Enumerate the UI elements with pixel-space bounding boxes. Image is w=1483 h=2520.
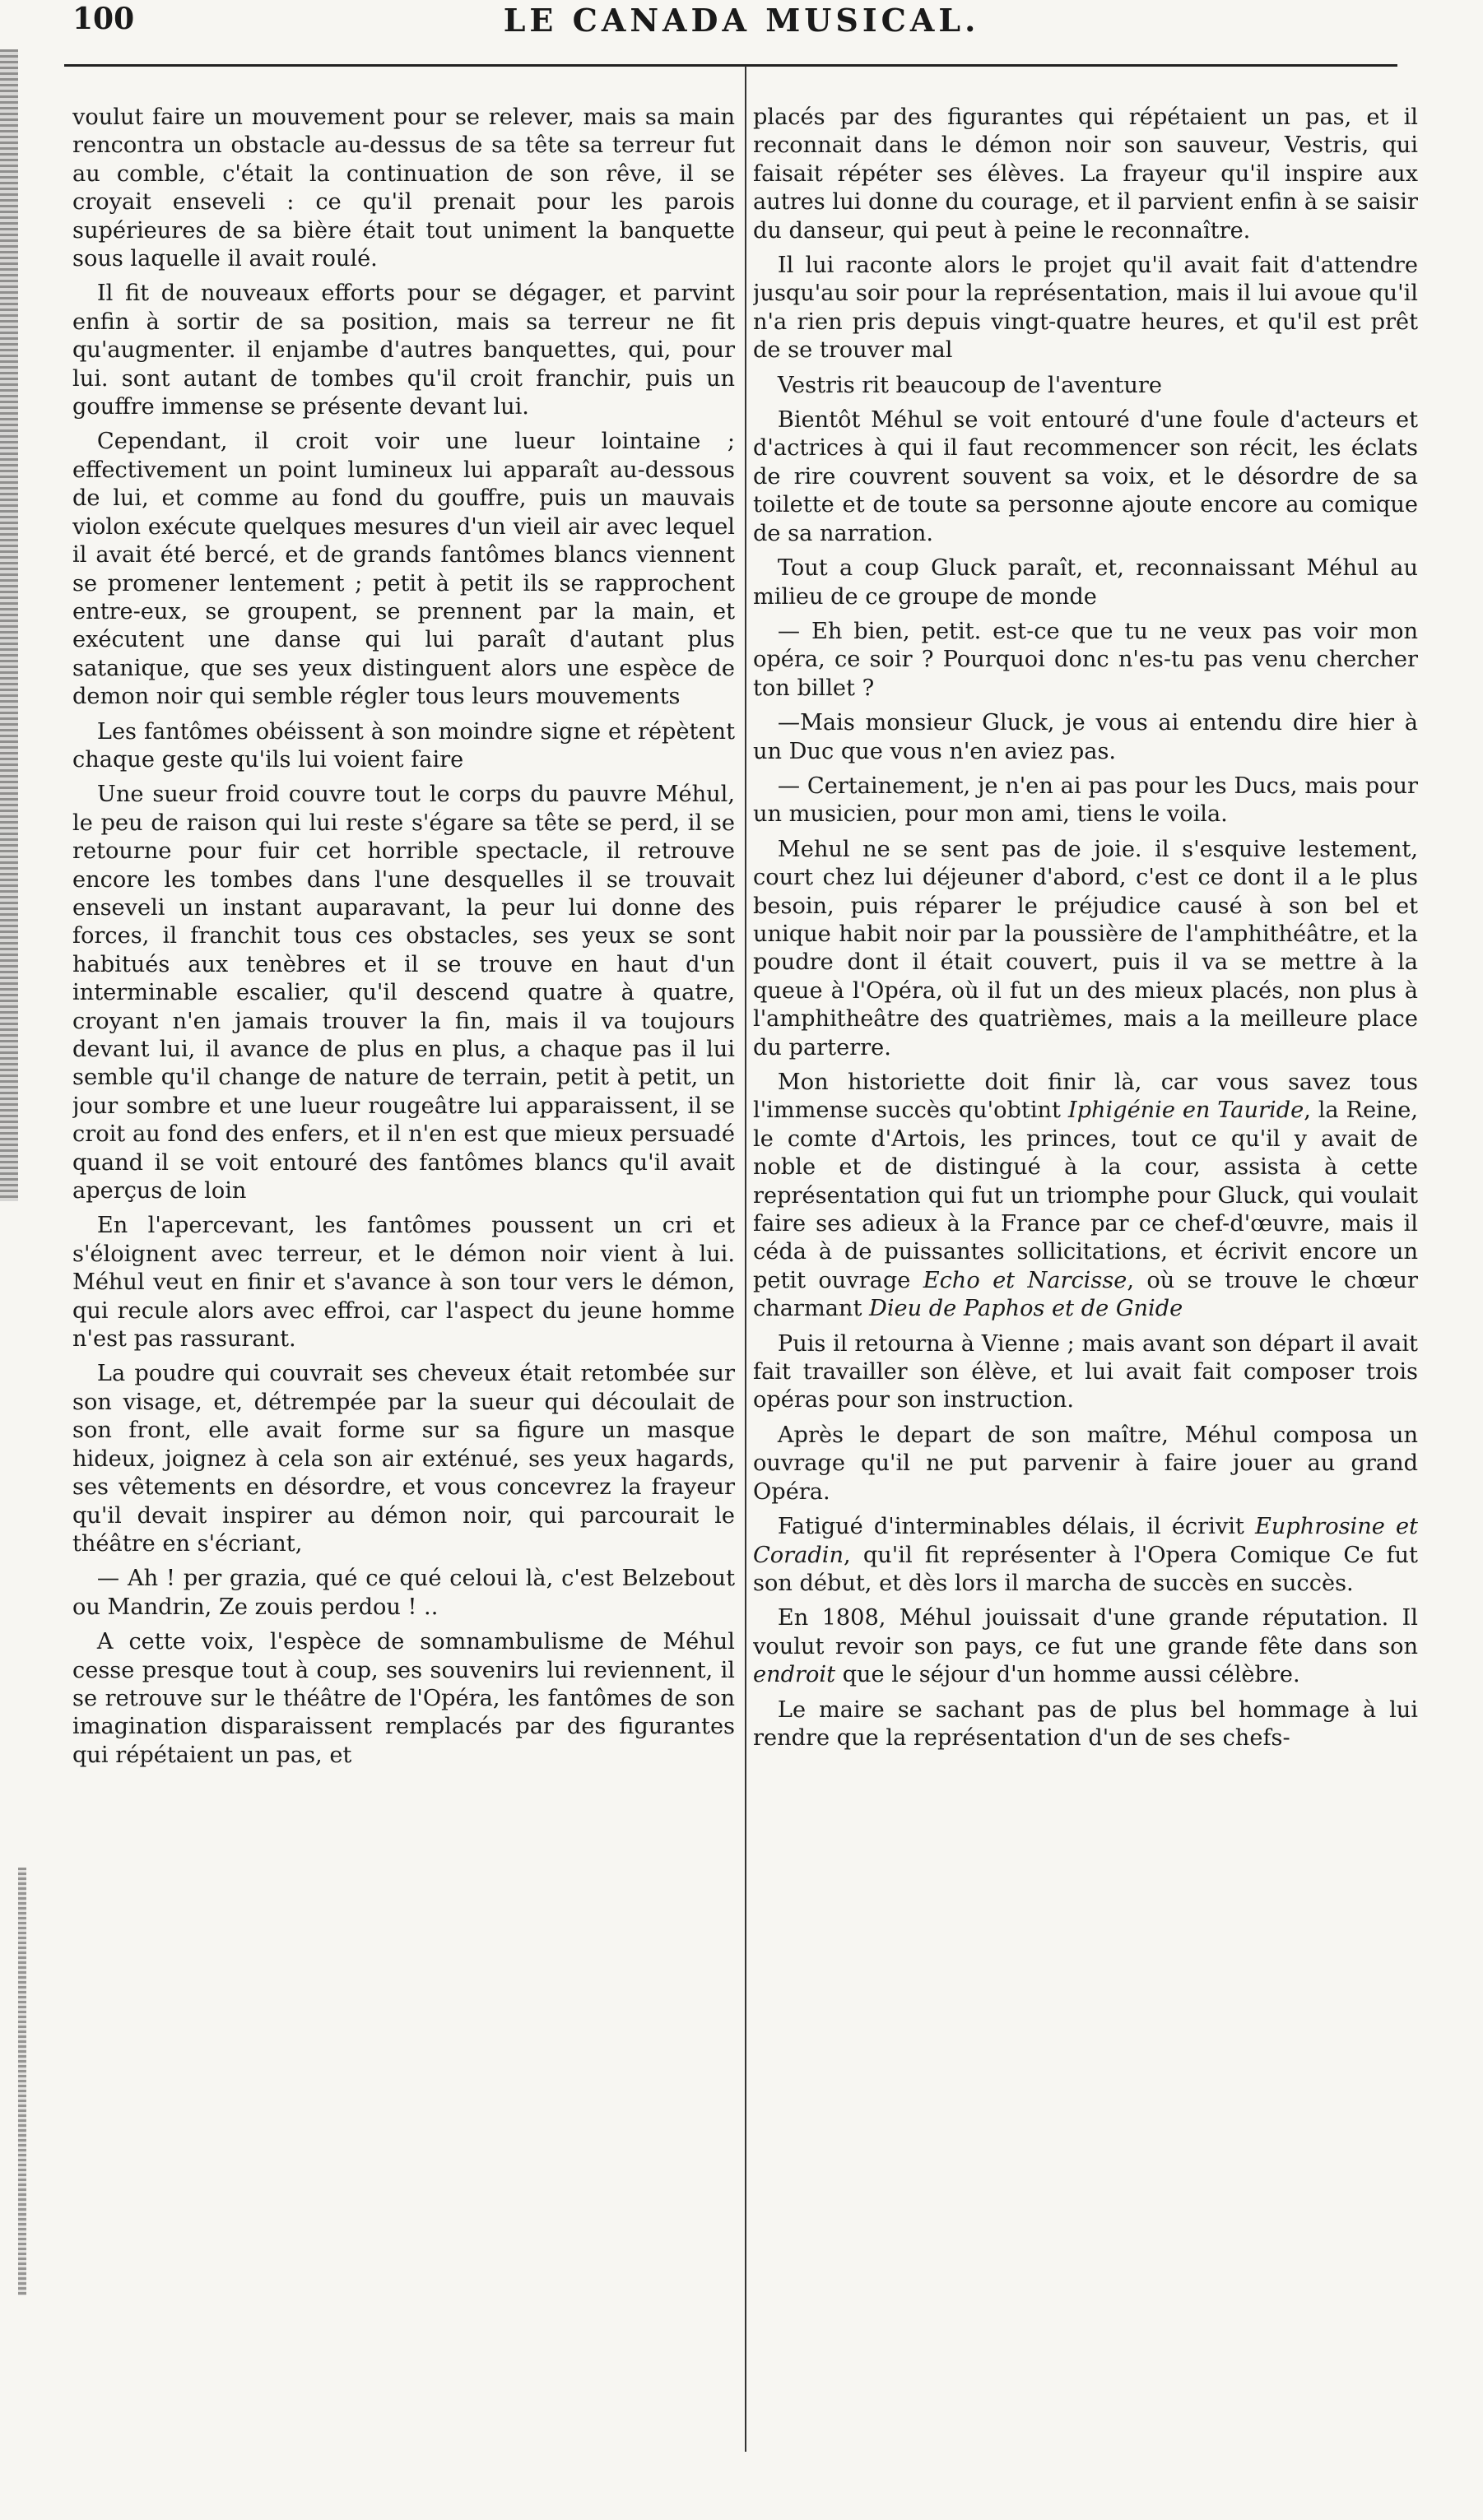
paragraph: Il lui raconte alors le projet qu'il avait fait d'attendre jusqu'au soir pour la représentation, mais il lui avoue qu'il n'a rien pris depuis vingt-quatre heures, et qu'il est prêt de se trouver mal bbox=[753, 253, 1418, 364]
paragraph: Bientôt Méhul se voit entouré d'une foule d'acteurs et d'actrices à qui il faut recommencer son récit, les éclats de rire couvrent souvent sa voix, et le désordre de sa toilette et de toute sa personne ajoute encore au comique de sa narration. bbox=[753, 407, 1418, 546]
paragraph: — Certainement, je n'en ai pas pour les Ducs, mais pour un musicien, pour mon ami, tiens le voila. bbox=[753, 773, 1418, 828]
scan-edge-left-lower bbox=[18, 1868, 26, 2295]
paragraph: Tout a coup Gluck paraît, et, reconnaissant Méhul au milieu de ce groupe de monde bbox=[753, 555, 1418, 610]
paragraph: Les fantômes obéissent à son moindre signe et répètent chaque geste qu'ils lui voient faire bbox=[72, 718, 735, 773]
paragraph: Puis il retourna à Vienne ; mais avant son départ il avait fait travailler son élève, et lui avait fait composer trois opéras pour son instruction. bbox=[753, 1330, 1418, 1413]
paragraph: Mehul ne se sent pas de joie. il s'esquive lestement, court chez lui déjeuner d'abord, c'est ce dont il a le plus besoin, puis réparer le préjudice causé à son bel et unique habit noir par la poussière de l'amphithéâtre, et la poudre dont il était couvert, puis il va se mettre à la queue à l'Opéra, où il fut un des mieux placés, non plus à l'amphitheâtre des quatrièmes, mais a la meilleure place du parterre. bbox=[753, 836, 1418, 1060]
paragraph: —Mais monsieur Gluck, je vous ai entendu dire hier à un Duc que vous n'en aviez pas. bbox=[753, 710, 1418, 764]
left-column bbox=[72, 104, 735, 2465]
paragraph: Une sueur froid couvre tout le corps du pauvre Méhul, le peu de raison qui lui reste s'égare sa tête se perd, il se retourne pour fuir cet horrible spectacle, il retrouve encore les tombes dans l'une desquelles il se trouvait enseveli un instant auparavant, la peur lui donne des forces, il franchit tous ces obstacles, ses yeux se sont habitués aux tenèbres et il se trouve en haut d'un interminable escalier, qu'il descend quatre à quatre, croyant n'en jamais trouver la fin, mais il va toujours devant lui, il avance de plus en plus, a chaque pas il lui semble qu'il change de nature de terrain, petit à petit, un jour sombre et une lueur rougeâtre lui apparaissent, il se croit au fond des enfers, et il n'en est que mieux persuadé quand il se voit entouré des fantômes blancs qu'il avait aperçus de loin bbox=[72, 782, 735, 1204]
scan-edge-left bbox=[0, 49, 18, 1201]
header-rule bbox=[64, 64, 1397, 67]
paragraph: Le maire se sachant pas de plus bel hommage à lui rendre que la représentation d'un de ses chefs- bbox=[753, 1696, 1418, 1751]
running-title: LE CANADA MUSICAL. bbox=[503, 2, 980, 39]
paragraph: — Eh bien, petit. est-ce que tu ne veux pas voir mon opéra, ce soir ? Pourquoi donc n'es-tu pas venu chercher ton billet ? bbox=[753, 618, 1418, 701]
paragraph: Après le depart de son maître, Méhul composa un ouvrage qu'il ne put parvenir à faire jouer au grand Opéra. bbox=[753, 1422, 1418, 1505]
paragraph: Mon historiette doit finir là, car vous savez tous l'immense succès qu'obtint Iphigénie en Tauride, la Reine, le comte d'Artois, les princes, tout ce qu'il y avait de noble et de distingué à la cour, assista à cette représentation qui fut un triomphe pour Gluck, qui voulait faire ses adieux à la France par ce chef-d'œuvre, mais il céda à de puissantes sollicitations, et écrivit encore un petit ouvrage Echo et Narcisse, où se trouve le chœur charmant Dieu de Paphos et de Gnide bbox=[753, 1070, 1418, 1322]
paragraph: La poudre qui couvrait ses cheveux était retombée sur son visage, et, détrempée par la sueur qui découlait de son front, elle avait forme sur sa figure un masque hideux, joignez à cela son air exténué, ses yeux hagards, ses vêtements en désordre, et vous concevrez la frayeur qu'il devait inspirer au démon noir, qui parcourait le théâtre en s'écriant, bbox=[72, 1361, 735, 1557]
paragraph: En 1808, Méhul jouissait d'une grande réputation. Il voulut revoir son pays, ce fut une grande fête dans son endroit que le séjour d'un homme aussi célèbre. bbox=[753, 1605, 1418, 1688]
column-divider bbox=[745, 66, 746, 2452]
paragraph: voulut faire un mouvement pour se relever, mais sa main rencontra un obstacle au-dessus de sa tête sa terreur fut au comble, c'était la continuation de son rêve, il se croyait enseveli : ce qu'il prenait pour les parois supérieures de sa bière était tout uniment la banquette sous laquelle il avait roulé. bbox=[72, 104, 735, 272]
paragraph: Fatigué d'interminables délais, il écrivit Euphrosine et Coradin, qu'il fit représenter à l'Opera Comique Ce fut son début, et dès lors il marcha de succès en succès. bbox=[753, 1514, 1418, 1596]
paragraph: En l'apercevant, les fantômes poussent un cri et s'éloignent avec terreur, et le démon noir vient à lui. Méhul veut en finir et s'avance à son tour vers le démon, qui recule alors avec effroi, car l'aspect du jeune homme n'est pas rassurant. bbox=[72, 1213, 735, 1353]
paragraph: Il fit de nouveaux efforts pour se dégager, et parvint enfin à sortir de sa position, mais sa terreur ne fit qu'augmenter. il enjambe d'autres banquettes, qui, pour lui. sont autant de tombes qu'il croit franchir, puis un gouffre immense se présente devant lui. bbox=[72, 281, 735, 420]
page-number: 100 bbox=[72, 2, 135, 36]
right-column bbox=[753, 104, 1418, 2465]
paragraph: placés par des figurantes qui répétaient un pas, et il reconnait dans le démon noir son sauveur, Vestris, qui faisait répéter ses élèves. La frayeur qu'il inspire aux autres lui donne du courage, et il parvient enfin à se saisir du danseur, qui peut à peine le reconnaître. bbox=[753, 104, 1418, 244]
paragraph: Cependant, il croit voir une lueur lointaine ; effectivement un point lumineux lui apparaît au-dessous de lui, et comme au fond du gouffre, puis un mauvais violon exécute quelques mesures d'un vieil air avec lequel il avait été bercé, et de grands fantômes blancs viennent se promener lentement ; petit à petit ils se rapprochent entre-eux, se groupent, se prennent par la main, et exécutent une danse qui lui paraît d'autant plus satanique, que ses yeux distinguent alors une espèce de demon noir qui semble régler tous leurs mouvements bbox=[72, 429, 735, 710]
paragraph: Vestris rit beaucoup de l'aventure bbox=[777, 372, 1162, 398]
paragraph: — Ah ! per grazia, qué ce qué celoui là, c'est Belzebout ou Mandrin, Ze zouis perdou ! .. bbox=[72, 1566, 735, 1620]
page-header bbox=[0, 0, 1483, 49]
paragraph: A cette voix, l'espèce de somnambulisme de Méhul cesse presque tout à coup, ses souvenirs lui reviennent, il se retrouve sur le théâtre de l'Opéra, les fantômes de son imagination disparaissent remplacés par des figurantes qui répétaient un pas, et bbox=[72, 1629, 735, 1768]
